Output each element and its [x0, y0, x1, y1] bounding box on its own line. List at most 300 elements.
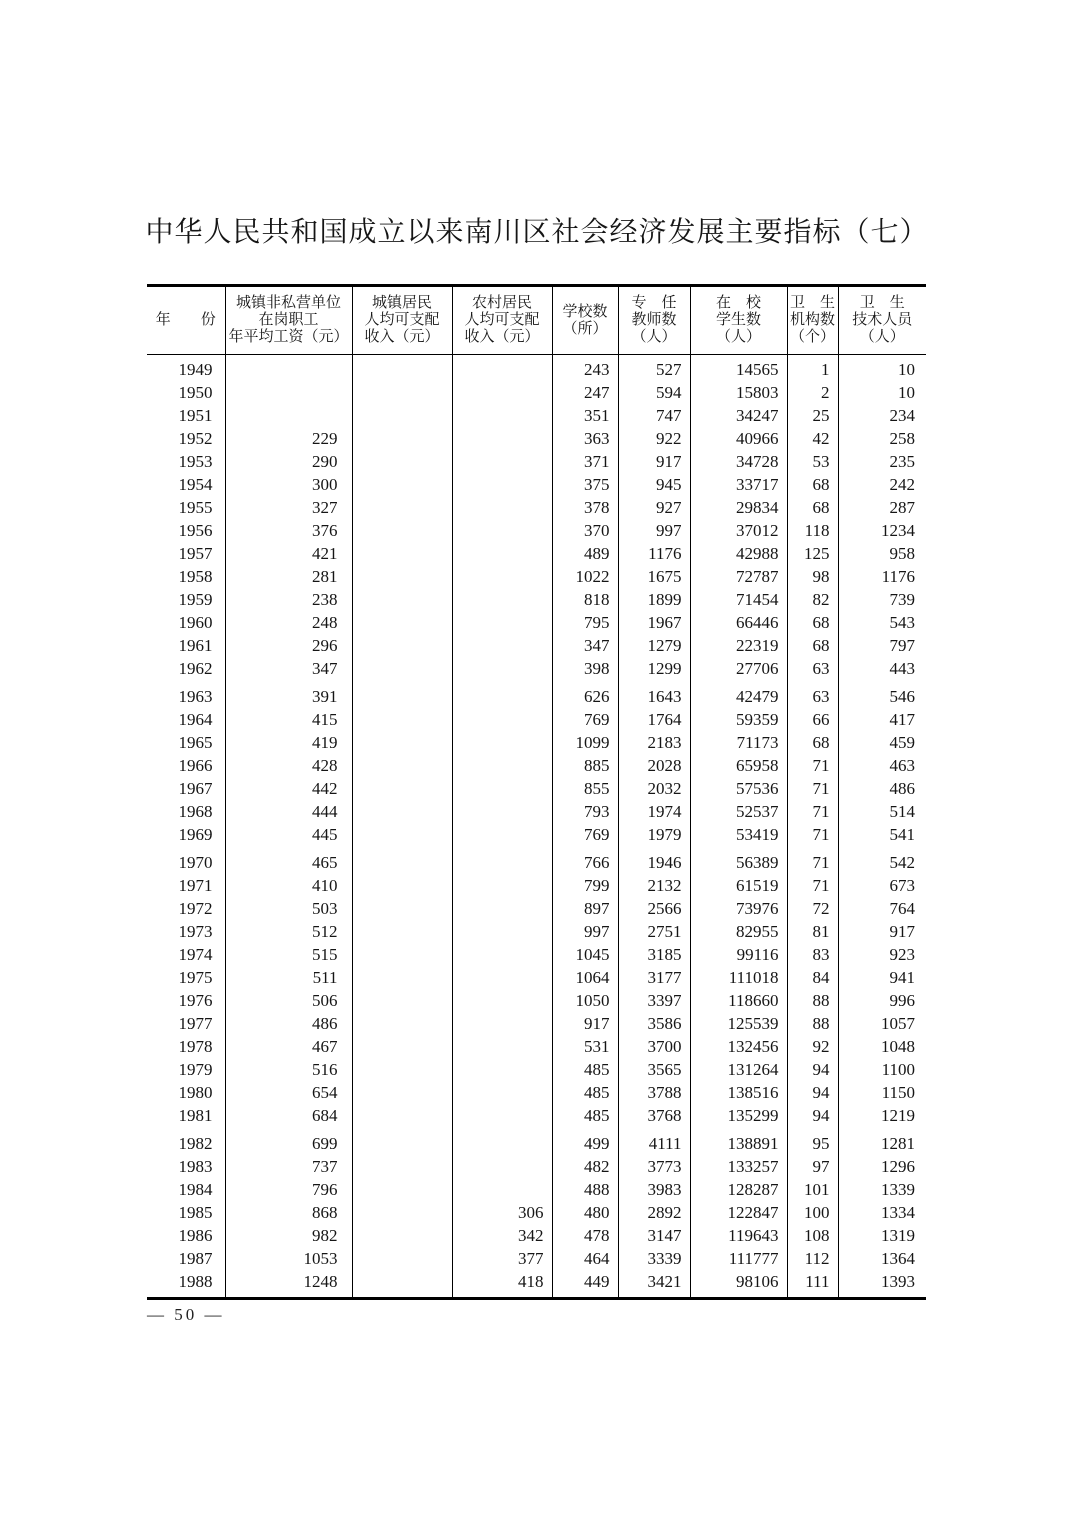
- value-cell: 3147: [618, 1224, 690, 1247]
- value-cell: 480: [552, 1201, 618, 1224]
- value-cell: 34728: [690, 450, 787, 473]
- value-cell: 478: [552, 1224, 618, 1247]
- value-cell: [452, 846, 552, 874]
- value-cell: 459: [838, 731, 926, 754]
- value-cell: 699: [225, 1127, 352, 1155]
- value-cell: 1048: [838, 1035, 926, 1058]
- value-cell: 626: [552, 680, 618, 708]
- value-cell: [352, 943, 452, 966]
- value-cell: 1296: [838, 1155, 926, 1178]
- value-cell: 1022: [552, 565, 618, 588]
- value-cell: 917: [838, 920, 926, 943]
- value-cell: 59359: [690, 708, 787, 731]
- value-cell: [452, 496, 552, 519]
- value-cell: 1053: [225, 1247, 352, 1270]
- value-cell: 71454: [690, 588, 787, 611]
- value-cell: 1675: [618, 565, 690, 588]
- value-cell: [452, 1012, 552, 1035]
- value-cell: [225, 381, 352, 404]
- year-cell: 1960: [178, 613, 213, 632]
- value-cell: 489: [552, 542, 618, 565]
- table-row: [147, 1127, 926, 1155]
- value-cell: [452, 1081, 552, 1104]
- value-cell: 3768: [618, 1104, 690, 1127]
- column-header-7: 卫 生 机构数 （个）: [787, 286, 838, 355]
- value-cell: 363: [552, 427, 618, 450]
- value-cell: 541: [838, 823, 926, 846]
- value-cell: 52537: [690, 800, 787, 823]
- value-cell: 527: [618, 355, 690, 382]
- value-cell: 769: [552, 708, 618, 731]
- value-cell: 68: [787, 496, 838, 519]
- value-cell: [225, 355, 352, 382]
- value-cell: 68: [787, 634, 838, 657]
- value-cell: 945: [618, 473, 690, 496]
- year-cell: 1980: [178, 1083, 213, 1102]
- value-cell: [352, 1178, 452, 1201]
- table-row: [147, 680, 926, 708]
- value-cell: 88: [787, 1012, 838, 1035]
- value-cell: 235: [838, 450, 926, 473]
- value-cell: 1979: [618, 823, 690, 846]
- value-cell: 764: [838, 897, 926, 920]
- value-cell: [352, 611, 452, 634]
- year-cell: 1951: [178, 406, 213, 425]
- value-cell: 71: [787, 800, 838, 823]
- value-cell: 515: [225, 943, 352, 966]
- value-cell: 94: [787, 1081, 838, 1104]
- value-cell: 795: [552, 611, 618, 634]
- value-cell: 1: [787, 355, 838, 382]
- value-cell: 2132: [618, 874, 690, 897]
- table-row: [147, 897, 926, 920]
- value-cell: [452, 611, 552, 634]
- column-header-1: 城镇非私营单位 在岗职工 年平均工资（元）: [225, 286, 352, 355]
- value-cell: 61519: [690, 874, 787, 897]
- year-cell: 1952: [178, 429, 213, 448]
- value-cell: 258: [838, 427, 926, 450]
- value-cell: 2566: [618, 897, 690, 920]
- year-cell: 1949: [178, 360, 213, 379]
- value-cell: 917: [552, 1012, 618, 1035]
- value-cell: 3339: [618, 1247, 690, 1270]
- value-cell: [352, 496, 452, 519]
- value-cell: 72787: [690, 565, 787, 588]
- value-cell: 797: [838, 634, 926, 657]
- table-row: [147, 1224, 926, 1247]
- value-cell: 1643: [618, 680, 690, 708]
- value-cell: 1899: [618, 588, 690, 611]
- value-cell: 378: [552, 496, 618, 519]
- year-cell: 1953: [178, 452, 213, 471]
- value-cell: [452, 874, 552, 897]
- value-cell: 1057: [838, 1012, 926, 1035]
- value-cell: [352, 1081, 452, 1104]
- value-cell: 370: [552, 519, 618, 542]
- value-cell: 15803: [690, 381, 787, 404]
- value-cell: 465: [225, 846, 352, 874]
- value-cell: 3185: [618, 943, 690, 966]
- value-cell: 421: [225, 542, 352, 565]
- value-cell: 57536: [690, 777, 787, 800]
- year-cell: 1970: [178, 853, 213, 872]
- value-cell: [352, 1012, 452, 1035]
- value-cell: 72: [787, 897, 838, 920]
- value-cell: [352, 708, 452, 731]
- year-cell: 1961: [178, 636, 213, 655]
- value-cell: 351: [552, 404, 618, 427]
- year-cell: 1971: [178, 876, 213, 895]
- value-cell: 98106: [690, 1270, 787, 1299]
- value-cell: 543: [838, 611, 926, 634]
- year-cell: 1984: [178, 1180, 213, 1199]
- value-cell: 485: [552, 1081, 618, 1104]
- value-cell: 1064: [552, 966, 618, 989]
- value-cell: 1279: [618, 634, 690, 657]
- table-row: [147, 427, 926, 450]
- value-cell: 1150: [838, 1081, 926, 1104]
- year-cell: 1966: [178, 756, 213, 775]
- value-cell: 444: [225, 800, 352, 823]
- value-cell: 467: [225, 1035, 352, 1058]
- value-cell: [352, 897, 452, 920]
- value-cell: 73976: [690, 897, 787, 920]
- value-cell: 443: [838, 657, 926, 680]
- value-cell: 463: [838, 754, 926, 777]
- value-cell: 410: [225, 874, 352, 897]
- value-cell: 769: [552, 823, 618, 846]
- value-cell: 1946: [618, 846, 690, 874]
- value-cell: 133257: [690, 1155, 787, 1178]
- value-cell: 511: [225, 966, 352, 989]
- value-cell: [452, 966, 552, 989]
- value-cell: 516: [225, 1058, 352, 1081]
- value-cell: 68: [787, 611, 838, 634]
- value-cell: 1234: [838, 519, 926, 542]
- year-cell: 1955: [178, 498, 213, 517]
- value-cell: 1319: [838, 1224, 926, 1247]
- value-cell: 428: [225, 754, 352, 777]
- value-cell: [352, 680, 452, 708]
- value-cell: 22319: [690, 634, 787, 657]
- year-cell: 1987: [178, 1249, 213, 1268]
- value-cell: 99116: [690, 943, 787, 966]
- value-cell: [452, 823, 552, 846]
- value-cell: 941: [838, 966, 926, 989]
- value-cell: 982: [225, 1224, 352, 1247]
- value-cell: 531: [552, 1035, 618, 1058]
- value-cell: 1974: [618, 800, 690, 823]
- value-cell: [352, 1201, 452, 1224]
- table-row: [147, 634, 926, 657]
- value-cell: 248: [225, 611, 352, 634]
- value-cell: [452, 565, 552, 588]
- value-cell: 855: [552, 777, 618, 800]
- value-cell: 684: [225, 1104, 352, 1127]
- value-cell: [352, 427, 452, 450]
- value-cell: [352, 1035, 452, 1058]
- year-cell: 1967: [178, 779, 213, 798]
- value-cell: [352, 823, 452, 846]
- year-cell: 1969: [178, 825, 213, 844]
- value-cell: [452, 404, 552, 427]
- value-cell: [352, 1155, 452, 1178]
- value-cell: 42479: [690, 680, 787, 708]
- value-cell: 418: [452, 1270, 552, 1299]
- year-cell: 1965: [178, 733, 213, 752]
- value-cell: 1099: [552, 731, 618, 754]
- value-cell: 290: [225, 450, 352, 473]
- value-cell: 88: [787, 989, 838, 1012]
- value-cell: 111: [787, 1270, 838, 1299]
- value-cell: [352, 473, 452, 496]
- column-header-2: 城镇居民 人均可支配 收入（元）: [352, 286, 452, 355]
- value-cell: 1339: [838, 1178, 926, 1201]
- value-cell: 739: [838, 588, 926, 611]
- table-row: [147, 588, 926, 611]
- year-cell: 1977: [178, 1014, 213, 1033]
- value-cell: [452, 427, 552, 450]
- value-cell: 63: [787, 680, 838, 708]
- value-cell: 796: [225, 1178, 352, 1201]
- year-cell: 1968: [178, 802, 213, 821]
- value-cell: 2892: [618, 1201, 690, 1224]
- value-cell: 1764: [618, 708, 690, 731]
- value-cell: [452, 588, 552, 611]
- value-cell: 40966: [690, 427, 787, 450]
- year-cell: 1986: [178, 1226, 213, 1245]
- value-cell: 1299: [618, 657, 690, 680]
- value-cell: 1100: [838, 1058, 926, 1081]
- value-cell: 29834: [690, 496, 787, 519]
- year-cell: 1973: [178, 922, 213, 941]
- value-cell: 82: [787, 588, 838, 611]
- value-cell: 71: [787, 846, 838, 874]
- value-cell: [452, 754, 552, 777]
- value-cell: 485: [552, 1104, 618, 1127]
- value-cell: 818: [552, 588, 618, 611]
- value-cell: 398: [552, 657, 618, 680]
- value-cell: [452, 897, 552, 920]
- value-cell: [352, 731, 452, 754]
- value-cell: 391: [225, 680, 352, 708]
- value-cell: 71: [787, 823, 838, 846]
- value-cell: [352, 1224, 452, 1247]
- value-cell: 419: [225, 731, 352, 754]
- value-cell: 66446: [690, 611, 787, 634]
- value-cell: 234: [838, 404, 926, 427]
- column-header-5: 专 任 教师数 （人）: [618, 286, 690, 355]
- table-row: [147, 657, 926, 680]
- value-cell: 347: [225, 657, 352, 680]
- year-cell: 1963: [178, 687, 213, 706]
- value-cell: 1393: [838, 1270, 926, 1299]
- value-cell: 125539: [690, 1012, 787, 1035]
- value-cell: 242: [838, 473, 926, 496]
- table-row: [147, 989, 926, 1012]
- value-cell: 594: [618, 381, 690, 404]
- table-row: [147, 920, 926, 943]
- value-cell: 82955: [690, 920, 787, 943]
- value-cell: [452, 1178, 552, 1201]
- value-cell: 927: [618, 496, 690, 519]
- value-cell: 68: [787, 473, 838, 496]
- value-cell: 66: [787, 708, 838, 731]
- value-cell: [452, 800, 552, 823]
- value-cell: 111018: [690, 966, 787, 989]
- value-cell: [452, 542, 552, 565]
- value-cell: [452, 473, 552, 496]
- value-cell: 486: [225, 1012, 352, 1035]
- value-cell: 512: [225, 920, 352, 943]
- value-cell: [352, 920, 452, 943]
- year-cell: 1964: [178, 710, 213, 729]
- value-cell: 135299: [690, 1104, 787, 1127]
- value-cell: 449: [552, 1270, 618, 1299]
- table-row: [147, 943, 926, 966]
- value-cell: [352, 634, 452, 657]
- value-cell: 996: [838, 989, 926, 1012]
- value-cell: [452, 381, 552, 404]
- year-cell: 1979: [178, 1060, 213, 1079]
- table-row: [147, 731, 926, 754]
- table-body: [147, 355, 926, 1299]
- value-cell: 111777: [690, 1247, 787, 1270]
- year-cell: 1976: [178, 991, 213, 1010]
- value-cell: [352, 1127, 452, 1155]
- value-cell: 3983: [618, 1178, 690, 1201]
- table-row: [147, 565, 926, 588]
- value-cell: [452, 355, 552, 382]
- value-cell: 371: [552, 450, 618, 473]
- value-cell: 1176: [838, 565, 926, 588]
- value-cell: 997: [618, 519, 690, 542]
- value-cell: [352, 542, 452, 565]
- table-row: [147, 1104, 926, 1127]
- table-row: [147, 874, 926, 897]
- value-cell: 10: [838, 355, 926, 382]
- value-cell: 464: [552, 1247, 618, 1270]
- value-cell: [352, 381, 452, 404]
- value-cell: 71: [787, 777, 838, 800]
- value-cell: [352, 1270, 452, 1299]
- value-cell: 1967: [618, 611, 690, 634]
- value-cell: 793: [552, 800, 618, 823]
- value-cell: 3586: [618, 1012, 690, 1035]
- value-cell: 296: [225, 634, 352, 657]
- table-row: [147, 800, 926, 823]
- value-cell: 94: [787, 1104, 838, 1127]
- value-cell: 923: [838, 943, 926, 966]
- value-cell: 27706: [690, 657, 787, 680]
- table-row: [147, 1012, 926, 1035]
- table-row: [147, 1081, 926, 1104]
- table-row: [147, 754, 926, 777]
- value-cell: 445: [225, 823, 352, 846]
- value-cell: 14565: [690, 355, 787, 382]
- value-cell: [352, 846, 452, 874]
- value-cell: [452, 680, 552, 708]
- value-cell: 415: [225, 708, 352, 731]
- year-cell: 1988: [178, 1272, 213, 1291]
- value-cell: 94: [787, 1058, 838, 1081]
- value-cell: 84: [787, 966, 838, 989]
- year-cell: 1957: [178, 544, 213, 563]
- table-row: [147, 1247, 926, 1270]
- value-cell: 375: [552, 473, 618, 496]
- value-cell: 238: [225, 588, 352, 611]
- value-cell: 1334: [838, 1201, 926, 1224]
- value-cell: 482: [552, 1155, 618, 1178]
- value-cell: 2028: [618, 754, 690, 777]
- value-cell: [452, 1104, 552, 1127]
- table-row: [147, 1058, 926, 1081]
- table-row: [147, 496, 926, 519]
- table-row: [147, 777, 926, 800]
- value-cell: 132456: [690, 1035, 787, 1058]
- value-cell: [352, 874, 452, 897]
- value-cell: 442: [225, 777, 352, 800]
- value-cell: 34247: [690, 404, 787, 427]
- value-cell: 112: [787, 1247, 838, 1270]
- value-cell: [352, 1247, 452, 1270]
- value-cell: 229: [225, 427, 352, 450]
- value-cell: [352, 404, 452, 427]
- column-header-8: 卫 生 技术人员 （人）: [838, 286, 926, 355]
- value-cell: 1050: [552, 989, 618, 1012]
- value-cell: [452, 657, 552, 680]
- value-cell: 1281: [838, 1127, 926, 1155]
- value-cell: 118660: [690, 989, 787, 1012]
- value-cell: [452, 989, 552, 1012]
- year-cell: 1983: [178, 1157, 213, 1176]
- table-row: [147, 519, 926, 542]
- value-cell: 3397: [618, 989, 690, 1012]
- value-cell: 3565: [618, 1058, 690, 1081]
- value-cell: [352, 565, 452, 588]
- value-cell: 4111: [618, 1127, 690, 1155]
- value-cell: [452, 634, 552, 657]
- table-row: [147, 1201, 926, 1224]
- year-cell: 1962: [178, 659, 213, 678]
- value-cell: 92: [787, 1035, 838, 1058]
- year-cell: 1981: [178, 1106, 213, 1125]
- year-cell: 1950: [178, 383, 213, 402]
- value-cell: 122847: [690, 1201, 787, 1224]
- value-cell: 118: [787, 519, 838, 542]
- year-cell: 1985: [178, 1203, 213, 1222]
- value-cell: 81: [787, 920, 838, 943]
- value-cell: [452, 1127, 552, 1155]
- year-cell: 1982: [178, 1134, 213, 1153]
- value-cell: 506: [225, 989, 352, 1012]
- column-header-3: 农村居民 人均可支配 收入（元）: [452, 286, 552, 355]
- value-cell: 376: [225, 519, 352, 542]
- value-cell: 56389: [690, 846, 787, 874]
- value-cell: 138891: [690, 1127, 787, 1155]
- column-header-4: 学校数 （所）: [552, 286, 618, 355]
- value-cell: 95: [787, 1127, 838, 1155]
- value-cell: 1176: [618, 542, 690, 565]
- value-cell: 306: [452, 1201, 552, 1224]
- value-cell: 25: [787, 404, 838, 427]
- value-cell: 514: [838, 800, 926, 823]
- value-cell: 42: [787, 427, 838, 450]
- value-cell: [452, 1155, 552, 1178]
- value-cell: 327: [225, 496, 352, 519]
- value-cell: 917: [618, 450, 690, 473]
- value-cell: 1364: [838, 1247, 926, 1270]
